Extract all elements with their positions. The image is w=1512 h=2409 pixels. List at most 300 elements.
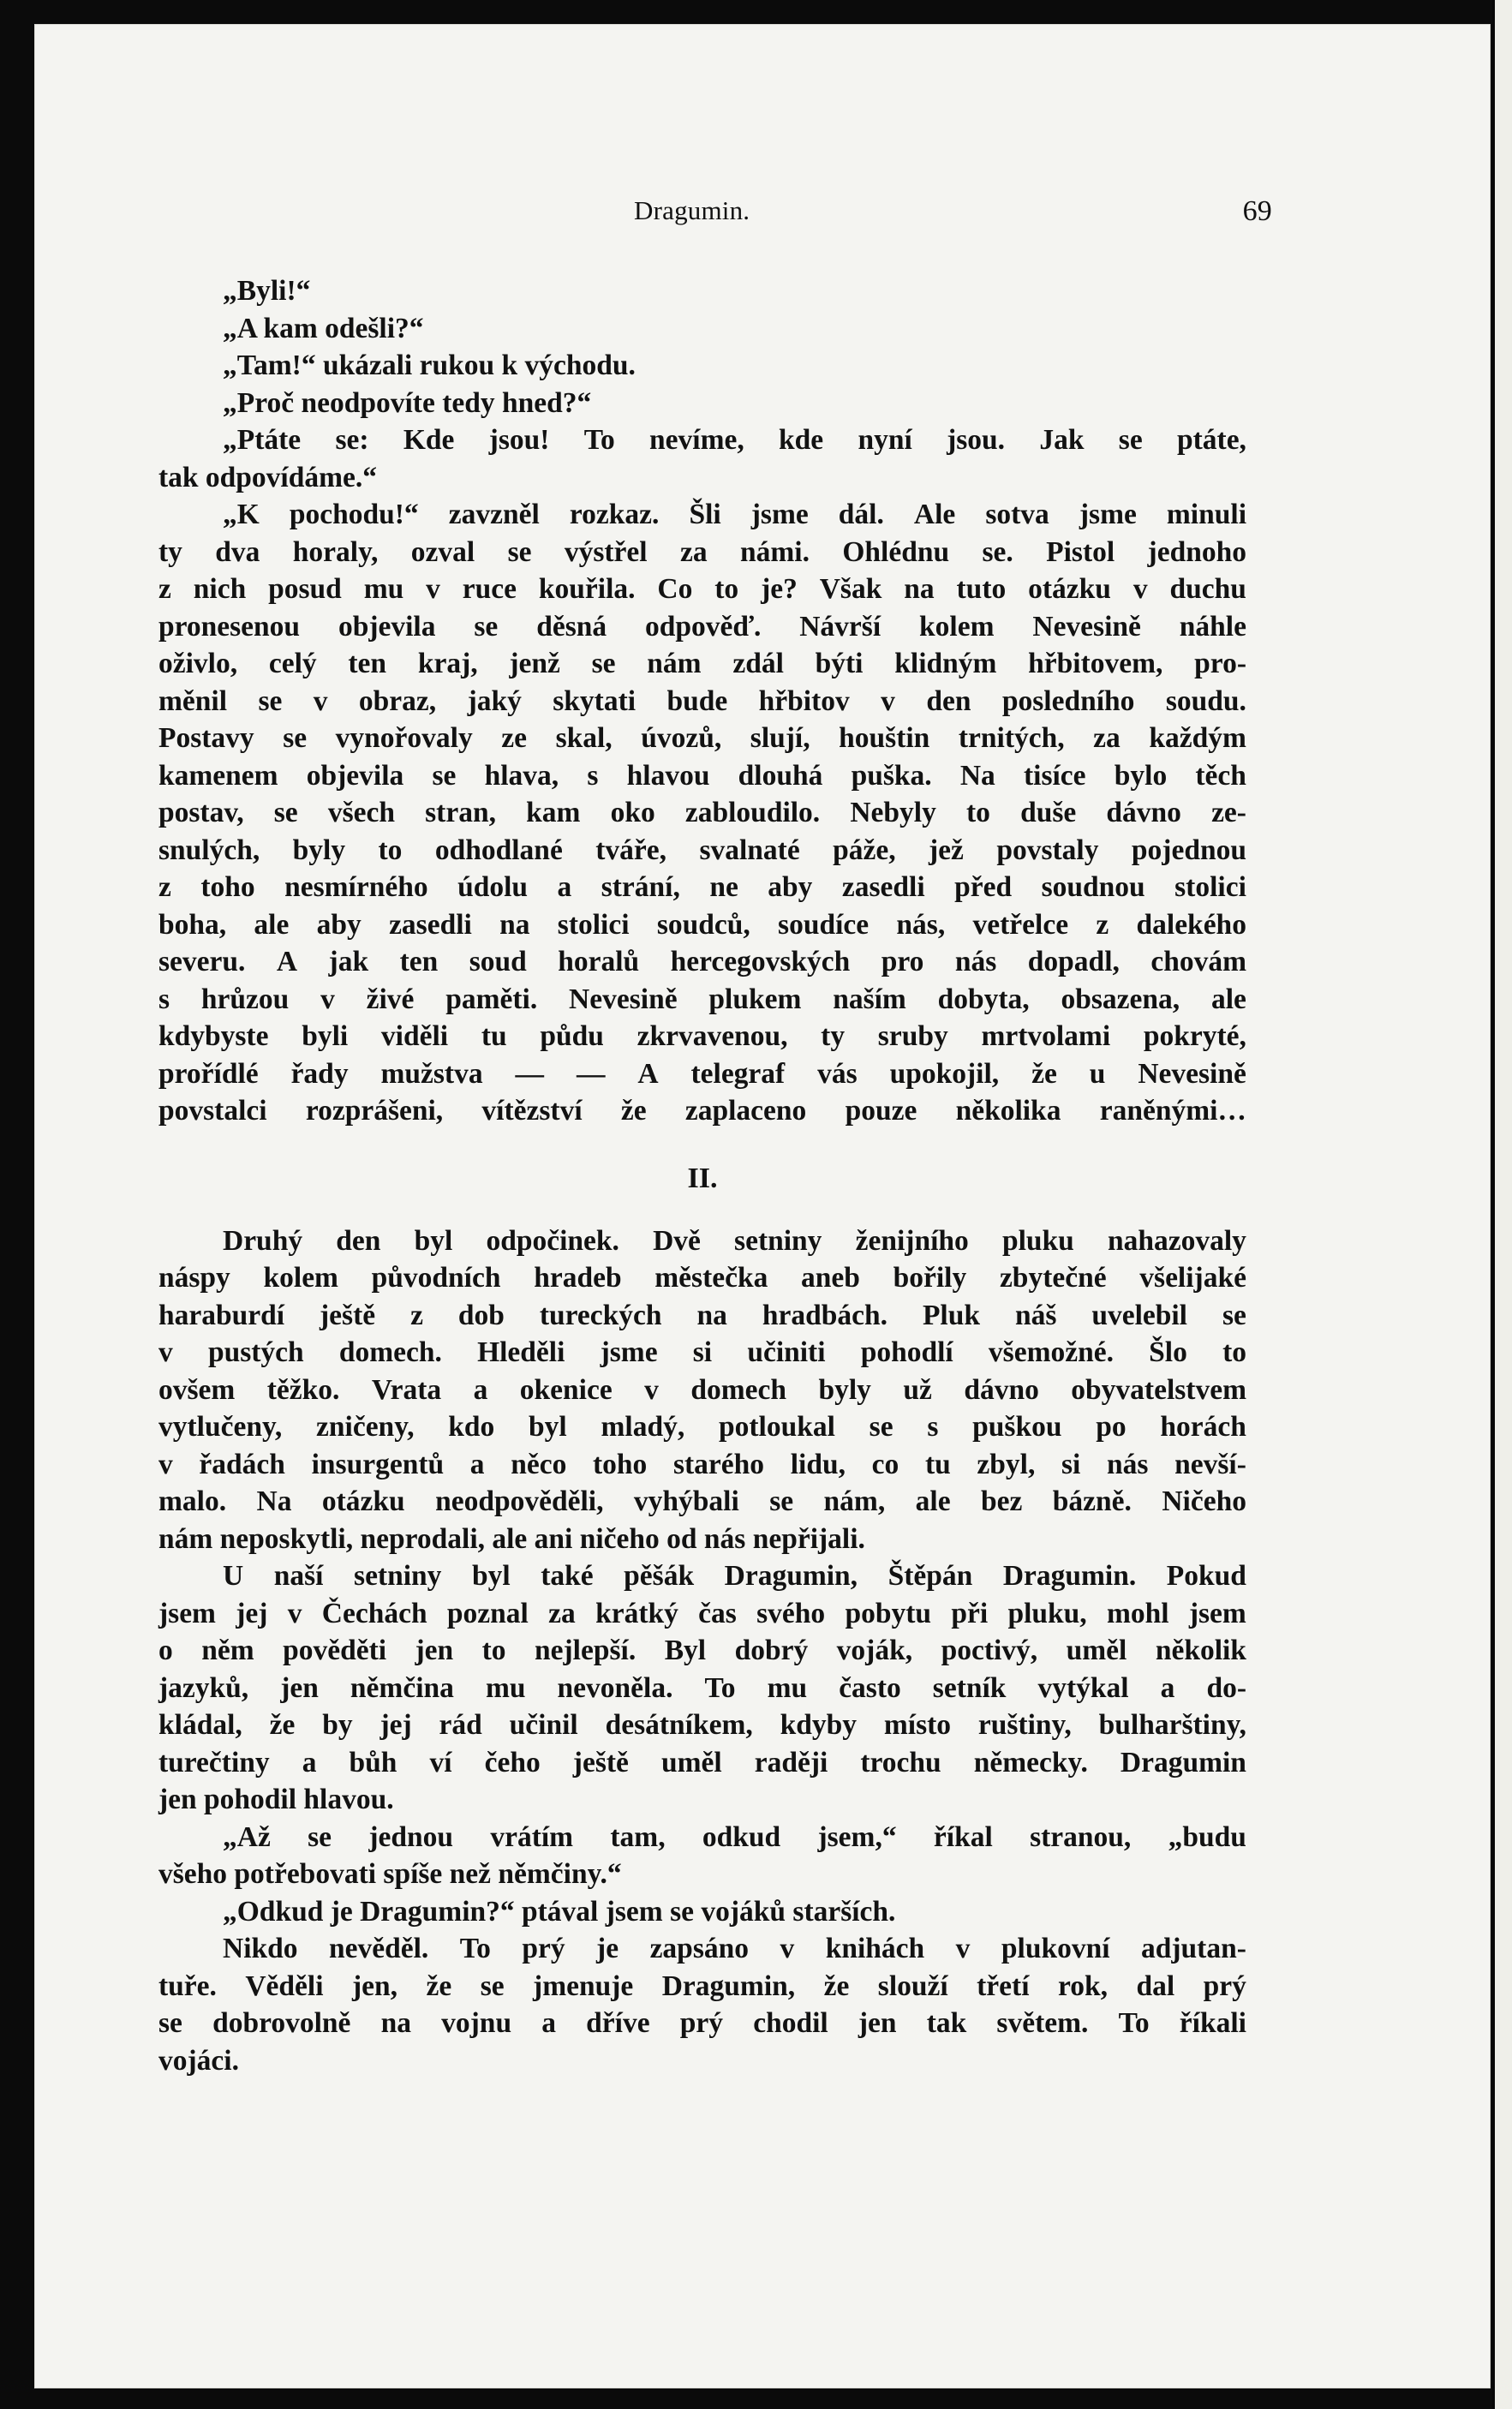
text-word: ze- <box>1211 797 1246 828</box>
text-word: si <box>692 1336 713 1368</box>
text-word: Na <box>959 759 995 792</box>
text-word: adjutan- <box>1141 1933 1246 1964</box>
text-word: těch <box>1195 759 1246 792</box>
text-word: za <box>1093 722 1121 754</box>
text-line <box>158 1334 1246 1372</box>
text-word: Nevesině <box>569 983 678 1015</box>
text-line <box>158 1557 1246 1595</box>
text-word: původních <box>371 1262 501 1294</box>
text-word: houštin <box>839 722 930 754</box>
text-line <box>158 869 1246 906</box>
text-word: byl <box>471 1560 511 1592</box>
text-word: to <box>481 1635 506 1666</box>
text-word: poctivý, <box>941 1635 1038 1666</box>
text-word: v <box>644 1373 659 1406</box>
text-word: se <box>258 684 283 717</box>
text-word: jen <box>280 1671 319 1704</box>
text-word: jen <box>858 2007 897 2039</box>
text-word: aneb <box>801 1262 860 1294</box>
text-word: tureckých <box>539 1299 662 1331</box>
text-word: To <box>704 1671 736 1704</box>
text-word: Dragumin, <box>661 1970 796 2002</box>
text-word: byli <box>302 1020 349 1052</box>
text-word: a <box>473 1373 488 1406</box>
text-word: dopadl, <box>1027 946 1120 977</box>
text-word: že <box>823 1970 850 2002</box>
text-word: jak <box>328 946 369 977</box>
text-word: prý <box>1203 1970 1246 2002</box>
text-word: nesmírného <box>284 871 428 903</box>
text-word: učiniti <box>747 1336 826 1368</box>
text-word: raději <box>754 1746 828 1778</box>
text-word: A <box>276 946 298 977</box>
text-word: mladý, <box>601 1411 685 1443</box>
text-word: bulharštiny, <box>1098 1709 1246 1741</box>
text-word: pouze <box>845 1095 917 1127</box>
text-word: z <box>158 573 171 605</box>
text-word: pěšák <box>624 1560 695 1592</box>
text-word: „budu <box>1168 1820 1246 1853</box>
text-word: domech. <box>338 1336 442 1368</box>
text-word: aby <box>316 908 362 941</box>
text-word: v <box>1133 573 1148 605</box>
text-word: se <box>283 722 308 754</box>
text-word: poznal <box>446 1597 529 1629</box>
text-line <box>158 1297 1246 1335</box>
text-word: mrtvolami <box>981 1020 1111 1052</box>
text-word: světem. <box>996 2007 1089 2039</box>
text-word: bez <box>981 1485 1023 1517</box>
text-word: zbyl, <box>977 1448 1036 1480</box>
text-word: mu <box>485 1671 526 1704</box>
text-word: knihách <box>825 1933 925 1964</box>
text-word: všemožné. <box>988 1336 1114 1368</box>
text-word: každým <box>1149 722 1246 754</box>
text-word: nás, <box>896 908 946 941</box>
text-word: Nevesině <box>1032 610 1141 643</box>
text-line: „Proč neodpovíte tedy hned?“ <box>223 386 592 419</box>
text-word: U <box>223 1560 244 1592</box>
text-word: ptáte, <box>1177 424 1246 456</box>
text-word: tváře, <box>595 834 667 866</box>
text-line: „Byli!“ <box>223 275 311 307</box>
text-word: Pokud <box>1166 1560 1246 1592</box>
text-word: hradbách. <box>762 1299 887 1331</box>
text-word: Na <box>256 1485 292 1517</box>
text-word: a <box>541 2007 556 2039</box>
text-word: v <box>881 684 895 717</box>
text-word: pokryté, <box>1143 1020 1246 1052</box>
text-word: mužstva <box>380 1057 483 1090</box>
text-word: místo <box>883 1709 952 1741</box>
text-word: trnitých, <box>958 722 1065 754</box>
text-word: mu <box>363 573 404 605</box>
text-word: v <box>313 684 328 717</box>
text-word: vytlučeny, <box>158 1411 283 1443</box>
text-word: bylo <box>1114 759 1168 792</box>
text-line <box>158 1819 1246 1856</box>
text-word: Věděli <box>245 1970 324 2002</box>
text-word: tu <box>924 1448 951 1480</box>
text-word: jej <box>236 1597 268 1629</box>
text-word: Dragumin, <box>724 1560 858 1592</box>
text-word: ženijního <box>855 1224 969 1257</box>
text-word: bořily <box>893 1262 967 1294</box>
text-word: prý <box>522 1933 565 1964</box>
text-word: krátký <box>595 1597 678 1629</box>
page-number: 69 <box>1242 195 1272 227</box>
text-word: bůh <box>349 1746 397 1778</box>
text-word: jednou <box>368 1820 454 1853</box>
text-line <box>158 1092 1246 1130</box>
text-word: To <box>583 424 615 456</box>
text-word: rád <box>439 1709 482 1741</box>
text-word: z <box>158 871 171 903</box>
text-word: pro- <box>1194 648 1246 679</box>
text-word: zaplaceno <box>684 1095 807 1127</box>
text-body <box>158 272 1246 2079</box>
text-word: puškou <box>972 1411 1062 1443</box>
text-word: prořídlé <box>158 1057 259 1090</box>
text-word: Co <box>657 573 693 605</box>
text-word: posledního <box>1001 684 1135 717</box>
text-word: živé <box>366 983 415 1015</box>
text-word: uvelebil <box>1091 1299 1187 1331</box>
text-word: kam <box>526 797 581 828</box>
text-word: hradeb <box>534 1262 622 1294</box>
text-word: kolem <box>263 1262 338 1294</box>
text-word: Postavy <box>158 722 254 754</box>
text-word: plukem <box>708 983 802 1015</box>
text-word: náspy <box>158 1262 230 1294</box>
text-word: insurgentů <box>311 1448 445 1480</box>
text-word: jež <box>929 834 964 866</box>
text-word: stolici <box>1174 871 1246 903</box>
text-word: posud <box>268 573 342 605</box>
text-word: páže, <box>833 834 896 866</box>
text-word: při <box>951 1597 989 1629</box>
text-word: pro <box>881 946 924 977</box>
text-word: by <box>322 1709 353 1741</box>
text-word: s <box>587 759 599 792</box>
text-word: malo. <box>158 1485 227 1517</box>
text-word: tuře. <box>158 1970 217 2002</box>
text-word: němčina <box>350 1671 454 1704</box>
text-word: stranou, <box>1030 1820 1132 1853</box>
text-word: jednoho <box>1147 535 1246 568</box>
text-word: Čechách <box>321 1597 427 1629</box>
text-word: se <box>158 2007 182 2039</box>
text-word: jazyků, <box>158 1671 249 1704</box>
text-word: se <box>1118 424 1143 456</box>
text-word: dalekého <box>1136 908 1246 941</box>
text-line <box>158 496 1246 534</box>
text-word: stran, <box>425 797 496 828</box>
text-word: tak <box>926 2007 967 2039</box>
text-word: zbytečné <box>999 1262 1107 1294</box>
text-word: kouřila. <box>538 573 636 605</box>
text-word: dávno <box>964 1373 1039 1406</box>
text-word: minuli <box>1166 499 1246 530</box>
text-word: dál. <box>838 499 884 530</box>
text-word: tuto <box>956 573 1007 605</box>
text-word: snulých, <box>158 834 260 866</box>
text-word: pobytu <box>845 1597 932 1629</box>
text-word: po <box>1096 1411 1127 1443</box>
text-word: v <box>158 1336 173 1368</box>
text-word: kolem <box>919 610 995 643</box>
text-word: čas <box>698 1597 737 1629</box>
text-word: bude <box>666 684 728 717</box>
text-word: v <box>955 1933 971 1964</box>
text-line: tak odpovídáme.“ <box>158 461 378 493</box>
text-word: tam, <box>610 1820 666 1853</box>
text-word: soudců, <box>656 908 750 941</box>
text-word: a <box>1160 1671 1175 1704</box>
text-word: v <box>426 573 440 605</box>
text-word: vynořovaly <box>335 722 473 754</box>
text-word: chovám <box>1150 946 1246 977</box>
text-word: svalnaté <box>699 834 800 866</box>
text-word: obraz, <box>358 684 437 717</box>
text-word: a <box>557 871 572 903</box>
text-word: Ale <box>913 499 956 530</box>
text-word: kdyby <box>780 1709 857 1741</box>
text-word: měnil <box>158 684 228 717</box>
text-word: se <box>1222 1299 1246 1331</box>
text-word: údolu <box>457 871 529 903</box>
text-word: kde <box>779 424 824 456</box>
text-word: dobyta, <box>937 983 1030 1015</box>
text-line <box>158 571 1246 608</box>
text-word: v <box>158 1448 173 1480</box>
text-word: A <box>637 1057 659 1090</box>
text-word: kraj, <box>417 648 478 679</box>
text-word: nejlepší. <box>535 1635 636 1666</box>
text-word: „K <box>223 499 260 530</box>
text-word: na <box>696 1299 727 1331</box>
text-word: nevěděl. <box>329 1933 429 1964</box>
text-word: duše <box>1020 797 1077 828</box>
text-line: vojáci. <box>158 2044 239 2077</box>
text-word: den <box>336 1224 381 1257</box>
text-word: rozprášeni, <box>305 1095 444 1127</box>
text-word: na <box>380 2007 411 2039</box>
text-word: zdál <box>732 648 784 679</box>
text-word: Šli <box>689 499 721 530</box>
text-line <box>158 421 1246 459</box>
text-word: několik <box>1155 1635 1246 1666</box>
text-word: tisíce <box>1024 759 1086 792</box>
text-word: vojnu <box>441 2007 512 2039</box>
text-word: pohodlí <box>860 1336 953 1368</box>
text-word: to <box>966 797 990 828</box>
text-word: klidným <box>894 648 997 679</box>
text-line <box>158 1018 1246 1055</box>
text-word: na <box>499 908 530 941</box>
text-word: třetí <box>977 1970 1030 2002</box>
text-word: řadách <box>199 1448 285 1480</box>
text-word: za <box>679 535 708 568</box>
text-word: jen <box>415 1635 454 1666</box>
text-word: uměl <box>660 1746 722 1778</box>
text-word: nevoněla. <box>557 1671 673 1704</box>
text-word: sruby <box>877 1020 948 1052</box>
text-word: hlavou <box>626 759 710 792</box>
text-word: turečtiny <box>158 1746 270 1778</box>
text-word: pověděti <box>283 1635 387 1666</box>
section-heading: II. <box>687 1162 718 1194</box>
text-word: okenice <box>519 1373 613 1406</box>
text-word: z <box>410 1299 423 1331</box>
text-word: ozval <box>410 535 475 568</box>
text-word: děsná <box>536 610 607 643</box>
text-word: ten <box>348 648 387 679</box>
text-word: říkal <box>933 1820 993 1853</box>
text-word: sotva <box>985 499 1049 530</box>
text-word: To <box>459 1933 491 1964</box>
text-word: otázku <box>321 1485 405 1517</box>
text-word: Jak <box>1039 424 1085 456</box>
text-word: bázně. <box>1052 1485 1132 1517</box>
text-line <box>158 720 1246 757</box>
text-word: odpočinek. <box>486 1224 619 1257</box>
text-line <box>158 608 1246 646</box>
text-word: Dvě <box>653 1224 701 1257</box>
text-word: s <box>927 1411 939 1443</box>
text-word: všelijaké <box>1139 1262 1246 1294</box>
text-word: zničeny, <box>316 1411 415 1443</box>
text-word: skytati <box>553 684 636 717</box>
text-word: horách <box>1160 1411 1246 1443</box>
text-word: naší <box>273 1560 324 1592</box>
text-word: celý <box>268 648 317 679</box>
text-word: horalů <box>558 946 640 977</box>
text-word: hrůzou <box>200 983 290 1015</box>
text-line <box>158 683 1246 720</box>
text-word: je <box>596 1933 619 1964</box>
text-word: setniny <box>354 1560 442 1592</box>
text-word: to <box>1222 1336 1246 1368</box>
text-word: pluku <box>1001 1224 1074 1257</box>
text-word: ještě <box>572 1746 629 1778</box>
text-word: co <box>871 1448 899 1480</box>
text-word: „Ptáte <box>223 424 302 456</box>
text-word: desátníkem, <box>605 1709 753 1741</box>
text-word: německy. <box>973 1746 1088 1778</box>
text-word: hlava, <box>484 759 559 792</box>
text-line <box>158 757 1246 795</box>
text-line <box>158 1408 1246 1446</box>
text-word: dva <box>215 535 260 568</box>
text-line <box>158 1222 1246 1260</box>
text-word: Pistol <box>1046 535 1115 568</box>
text-word: ještě <box>320 1299 376 1331</box>
text-line: nám neposkytli, neprodali, ale ani ničeho od nás nepřijali. <box>158 1522 865 1555</box>
text-word: ne <box>709 871 738 903</box>
text-word: nevíme, <box>649 424 744 456</box>
text-word: pojednou <box>1131 834 1246 866</box>
text-line <box>158 1483 1246 1521</box>
text-word: jsme <box>600 1336 658 1368</box>
text-word: úvozů, <box>641 722 722 754</box>
text-word: Nebyly <box>850 797 936 828</box>
text-word: je? <box>761 573 798 605</box>
text-word: se <box>474 610 499 643</box>
text-word: odkud <box>702 1820 781 1853</box>
text-word: vytýkal <box>1037 1671 1129 1704</box>
text-word: řady <box>290 1057 349 1090</box>
text-word: nás <box>954 946 997 977</box>
text-word: jaký <box>467 684 522 717</box>
text-word: vyhýbali <box>633 1485 739 1517</box>
page-edge-strip <box>1492 0 1512 2409</box>
text-word: — <box>576 1057 606 1090</box>
text-word: dob <box>457 1299 505 1331</box>
text-word: objevila <box>338 610 436 643</box>
text-word: se <box>591 648 616 679</box>
text-word: Kde <box>403 424 455 456</box>
text-word: Vrata <box>371 1373 442 1406</box>
text-word: hřbitovem, <box>1028 648 1163 679</box>
text-word: byly <box>818 1373 871 1406</box>
text-word: Nevesině <box>1138 1057 1246 1090</box>
text-word: čeho <box>484 1746 541 1778</box>
text-word: byl <box>529 1411 567 1443</box>
text-word: u <box>1089 1057 1106 1090</box>
text-word: v <box>287 1597 302 1629</box>
text-word: jmenuje <box>533 1970 634 2002</box>
text-word: říkali <box>1179 2007 1246 2039</box>
text-word: že <box>426 1970 452 2002</box>
text-word: se <box>480 1970 505 2002</box>
text-word: raněnými… <box>1099 1095 1246 1127</box>
text-line <box>158 1259 1246 1297</box>
text-word: obsazena, <box>1061 983 1180 1015</box>
text-line: jen pohodil hlavou. <box>158 1784 394 1815</box>
text-line <box>158 906 1246 944</box>
text-word: už <box>903 1373 932 1406</box>
running-head <box>634 195 1272 236</box>
text-word: ten <box>399 946 439 977</box>
text-word: ty <box>158 535 182 568</box>
text-word: Však <box>819 573 882 605</box>
text-word: těžko. <box>266 1373 340 1406</box>
text-word: to <box>714 573 739 605</box>
text-word: často <box>839 1671 901 1704</box>
text-word: stolici <box>557 908 630 941</box>
text-line <box>158 943 1246 981</box>
text-word: Ničeho <box>1162 1485 1246 1517</box>
text-line <box>158 1670 1246 1707</box>
text-word: pochodu!“ <box>289 499 419 530</box>
text-word: — <box>515 1057 545 1090</box>
text-word: Ohlédnu <box>842 535 950 568</box>
text-word: půdu <box>540 1020 604 1052</box>
text-word: objevila <box>306 759 404 792</box>
text-line <box>158 794 1246 832</box>
text-word: z <box>1096 908 1109 941</box>
text-word: Pluk <box>922 1299 980 1331</box>
text-word: že <box>269 1709 296 1741</box>
text-word: zabloudilo. <box>684 797 821 828</box>
text-word: se <box>507 535 532 568</box>
text-word: jsou! <box>488 424 550 456</box>
text-word: zapsáno <box>649 1933 749 1964</box>
text-word: nás <box>1107 1448 1149 1480</box>
text-line <box>158 534 1246 571</box>
text-line <box>158 1968 1246 2006</box>
